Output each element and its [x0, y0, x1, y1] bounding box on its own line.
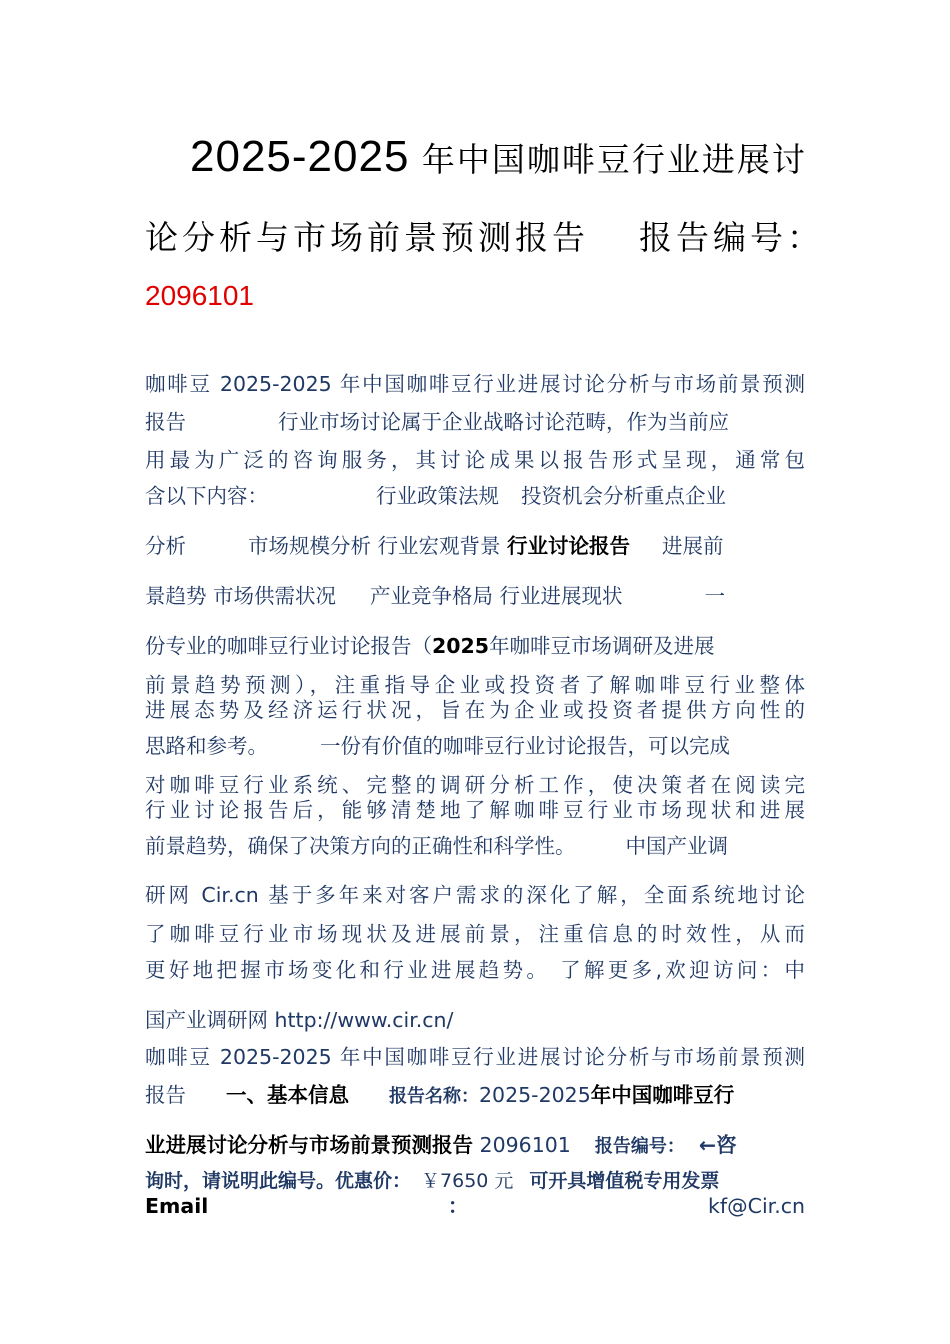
body-line: 对咖啡豆行业系统、完整的调研分析工作，使决策者在阅读完: [145, 773, 805, 797]
body-line: 研网 Cir.cn 基于多年来对客户需求的深化了解，全面系统地讨论: [145, 883, 805, 907]
body-line: 进展态势及经济运行状况，旨在为企业或投资者提供方向性的: [145, 698, 805, 722]
body-line: 用最为广泛的咨询服务，其讨论成果以报告形式呈现，通常包: [145, 448, 805, 472]
title-line2-text: 论分析与市场前景预测报告: [145, 218, 589, 257]
body-line: 思路和参考。 一份有价值的咖啡豆行业讨论报告，可以完成: [145, 734, 730, 758]
email-line: Email ： kf@Cir.cn: [145, 1194, 805, 1218]
body-line: 了咖啡豆行业市场现状及进展前景，注重信息的时效性，从而: [145, 922, 805, 946]
price: ￥7650 元: [421, 1170, 514, 1192]
body-line: [145, 1006, 805, 1034]
body-line: 询时，请说明此编号。优惠价： ￥7650 元 可开具增值税专用发票: [145, 1170, 720, 1192]
body-line: 分析 市场规模分析 行业宏观背景 行业讨论报告 进展前: [145, 534, 724, 558]
body-line: 前景趋势，确保了决策方向的正确性和科学性。 中国产业调: [145, 834, 728, 858]
body-line: 行业讨论报告后，能够清楚地了解咖啡豆行业市场现状和进展: [145, 798, 805, 822]
body-line: 咖啡豆 2025-2025 年中国咖啡豆行业进展讨论分析与市场前景预测: [145, 1045, 805, 1069]
site-link-text: 国产业调研网 http://www.cir.cn/: [145, 1008, 454, 1032]
email-address: kf@Cir.cn: [708, 1194, 805, 1218]
body-line: 份专业的咖啡豆行业讨论报告（2025年咖啡豆市场调研及进展: [145, 634, 715, 658]
title-year-range: 2025-2025: [190, 132, 410, 181]
body-line: 业进展讨论分析与市场前景预测报告 2096101 报告编号： ←咨: [145, 1133, 737, 1157]
section-basic-info: 一、基本信息: [226, 1083, 349, 1107]
body-line: 含以下内容： 行业政策法规 投资机会分析重点企业: [145, 484, 726, 508]
report-number-label: 报告编号：: [639, 218, 824, 257]
body-line: 更好地把握市场变化和行业进展趋势。 了解更多,欢迎访问：中: [145, 958, 805, 982]
report-title-line-1: [145, 132, 850, 182]
report-title-line-2: [145, 212, 824, 259]
body-line: 咖啡豆 2025-2025 年中国咖啡豆行业进展讨论分析与市场前景预测: [145, 372, 805, 396]
body-line: 景趋势 市场供需状况 产业竞争格局 行业进展现状 一: [145, 584, 726, 608]
report-code: 2096101: [145, 280, 255, 311]
body-line: 报告 行业市场讨论属于企业战略讨论范畴，作为当前应: [145, 410, 729, 434]
title-line1-text: 年中国咖啡豆行业进展讨: [421, 140, 807, 179]
highlight-industry-report: 行业讨论报告: [507, 534, 631, 558]
body-line: 报告 一、基本信息 报告名称：2025-2025年中国咖啡豆行: [145, 1083, 735, 1107]
body-line: 前景趋势预测），注重指导企业或投资者了解咖啡豆行业整体: [145, 673, 805, 697]
